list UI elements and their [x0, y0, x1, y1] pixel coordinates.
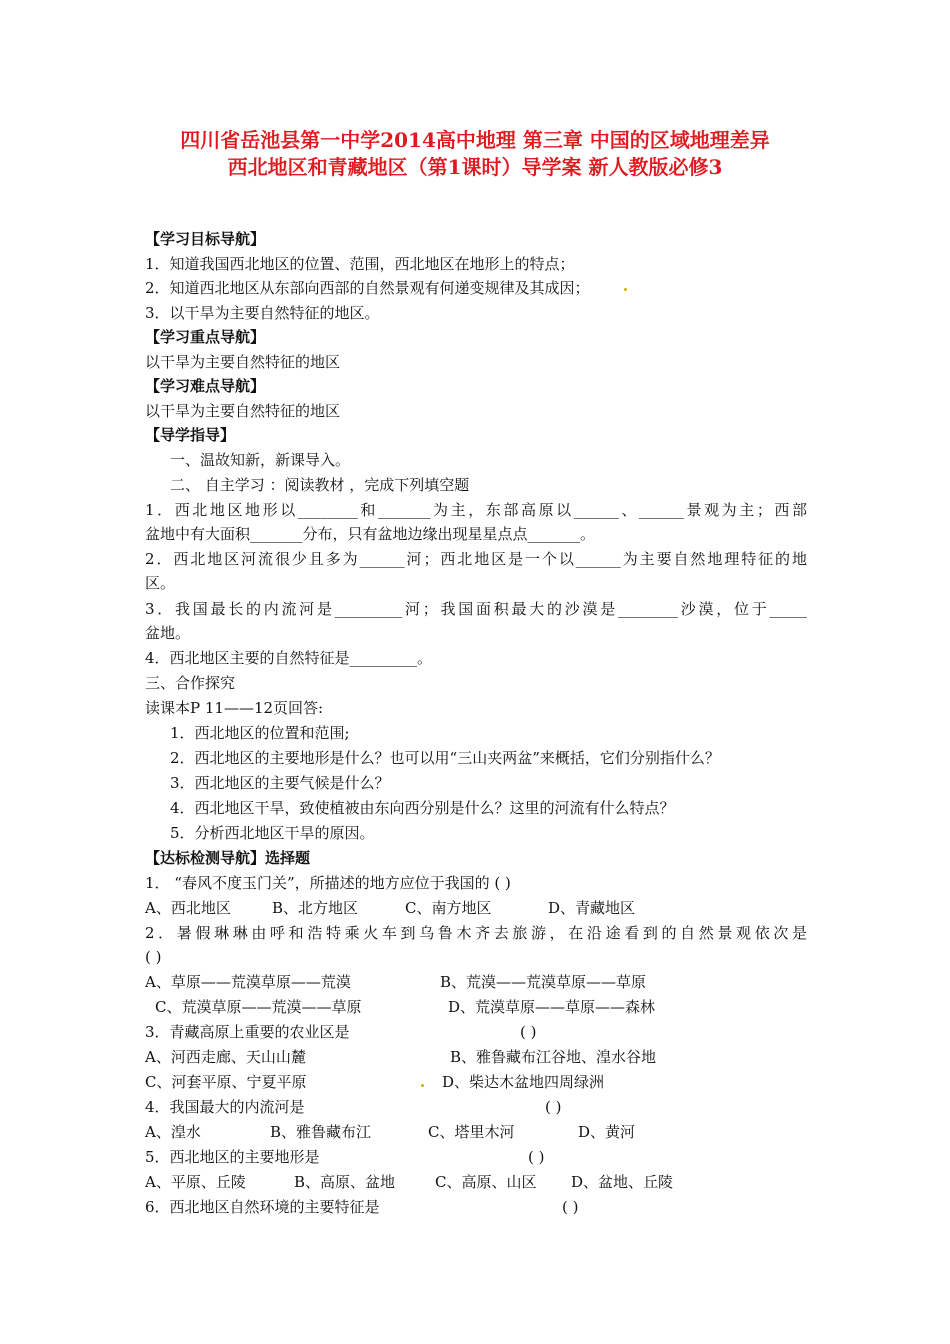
- test-q3-option-d: D、柴达木盆地四周绿洲: [442, 1073, 605, 1091]
- guide-heading: 【导学指导】: [145, 426, 236, 444]
- test-q3-paren: ( ): [520, 1023, 537, 1041]
- coop-intro: 读课本P 11——12页回答:: [145, 699, 324, 717]
- test-q1-stem: 1． “春风不度玉门关”，所描述的地方应位于我国的 ( ): [145, 874, 511, 892]
- goals-heading: 【学习目标导航】: [145, 230, 266, 248]
- fill-question-2a: 2．西北地区河流很少且多为______河；西北地区是一个以______为主要自然地理特征的地: [145, 550, 807, 568]
- guide-step2: 二、 自主学习 ：阅读教材 ，完成下列填空题: [170, 476, 470, 494]
- guide-step1: 一、温故知新，新课导入。: [170, 451, 351, 469]
- fill-question-1a: 1．西北地区地形以________和_______为主，东部高原以______、______景观为主；西部: [145, 501, 807, 519]
- test-q3-stem: 3．青藏高原上重要的农业区是: [145, 1023, 350, 1041]
- test-q2-option-b: B、荒漠——荒漠草原——草原: [440, 973, 647, 991]
- fill-question-4: 4．西北地区主要的自然特征是_________。: [145, 649, 433, 667]
- test-q3-option-b: B、雅鲁藏布江谷地、湟水谷地: [450, 1048, 657, 1066]
- stray-mark: [624, 288, 627, 291]
- document-title-line2: 西北地区和青藏地区（第1课时）导学案 新人教版必修3: [227, 155, 723, 179]
- test-q4-stem: 4．我国最大的内流河是: [145, 1098, 305, 1116]
- test-q4-option-b: B、雅鲁藏布江: [270, 1123, 372, 1141]
- test-q5-option-d: D、盆地、丘陵: [571, 1173, 674, 1191]
- test-q2-stem: 2．暑假琳琳由呼和浩特乘火车到乌鲁木齐去旅游，在沿途看到的自然景观依次是: [145, 924, 807, 942]
- test-q2-paren: ( ): [145, 948, 162, 966]
- coop-item-2: 2．西北地区的主要地形是什么？也可以用“三山夹两盆”来概括，它们分别指什么？: [170, 749, 720, 767]
- goal-item-2: 2．知道西北地区从东部向西部的自然景观有何递变规律及其成因；: [145, 279, 590, 297]
- test-q6-paren: ( ): [562, 1198, 579, 1216]
- fill-question-1b: 盆地中有大面积_______分布，只有盆地边缘出现星星点点_______。: [145, 525, 596, 543]
- test-q4-option-c: C、塔里木河: [428, 1123, 515, 1141]
- test-q3-option-a: A、河西走廊、天山山麓: [145, 1048, 306, 1066]
- test-q3-option-c: C、河套平原、宁夏平原: [145, 1073, 307, 1091]
- test-q4-option-a: A、湟水: [145, 1123, 201, 1141]
- key-heading: 【学习重点导航】: [145, 328, 266, 346]
- coop-heading: 三、合作探究: [145, 674, 236, 692]
- coop-item-3: 3．西北地区的主要气候是什么？: [170, 774, 390, 792]
- test-q1-option-c: C、南方地区: [405, 899, 492, 917]
- goal-item-1: 1．知道我国西北地区的位置、范围，西北地区在地形上的特点；: [145, 255, 575, 273]
- difficulty-heading: 【学习难点导航】: [145, 377, 266, 395]
- test-q1-option-d: D、青藏地区: [548, 899, 636, 917]
- key-text: 以干旱为主要自然特征的地区: [145, 353, 341, 371]
- coop-item-4: 4．西北地区干旱，致使植被由东向西分别是什么？这里的河流有什么特点？: [170, 799, 675, 817]
- test-q5-paren: ( ): [528, 1148, 545, 1166]
- fill-question-3a: 3．我国最长的内流河是_________河；我国面积最大的沙漠是________沙漠，位于_____: [145, 600, 807, 618]
- test-q5-option-c: C、高原、山区: [435, 1173, 537, 1191]
- test-q4-paren: ( ): [545, 1098, 562, 1116]
- document-title-line1: 四川省岳池县第一中学2014高中地理 第三章 中国的区域地理差异: [180, 128, 770, 152]
- test-q2-option-a: A、草原——荒漠草原——荒漠: [145, 973, 351, 991]
- test-q4-option-d: D、黄河: [578, 1123, 636, 1141]
- stray-mark: [421, 1084, 424, 1087]
- coop-item-5: 5．分析西北地区干旱的原因。: [170, 824, 375, 842]
- difficulty-text: 以干旱为主要自然特征的地区: [145, 402, 341, 420]
- test-q5-option-b: B、高原、盆地: [294, 1173, 396, 1191]
- test-q5-option-a: A、平原、丘陵: [145, 1173, 246, 1191]
- test-q1-option-b: B、北方地区: [272, 899, 359, 917]
- goal-item-3: 3．以干旱为主要自然特征的地区。: [145, 304, 380, 322]
- test-q1-option-a: A、西北地区: [145, 899, 231, 917]
- fill-question-2b: 区。: [145, 574, 176, 592]
- coop-item-1: 1．西北地区的位置和范围;: [170, 724, 350, 742]
- test-q6-stem: 6．西北地区自然环境的主要特征是: [145, 1198, 380, 1216]
- test-q2-option-c: C、荒漠草原——荒漠——草原: [155, 998, 362, 1016]
- test-q2-option-d: D、荒漠草原——草原——森林: [448, 998, 656, 1016]
- test-q5-stem: 5．西北地区的主要地形是: [145, 1148, 320, 1166]
- fill-question-3b: 盆地。: [145, 624, 191, 642]
- test-heading: 【达标检测导航】选择题: [145, 849, 311, 867]
